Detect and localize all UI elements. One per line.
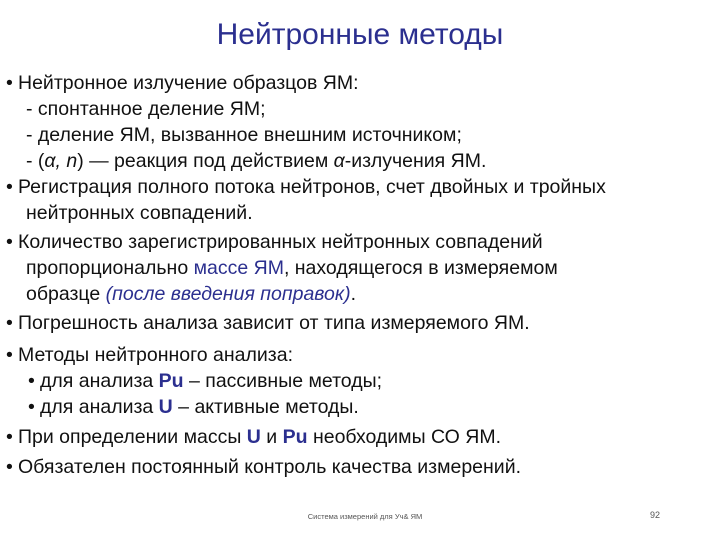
bullet-dot-icon: • xyxy=(28,370,35,392)
bullet-dot-icon: • xyxy=(28,396,35,418)
bullet-1-dash-2: - деление ЯМ, вызванное внешним источником; xyxy=(26,124,462,146)
bullet-dot-icon: • xyxy=(6,231,13,253)
bullet-5: • Методы нейтронного анализа: xyxy=(6,344,293,366)
bullet-1-dash-1: - спонтанное деление ЯМ; xyxy=(26,98,266,120)
bullet-5-sub-2: • для анализа U – активные методы. xyxy=(28,396,359,418)
bullet-1: • Нейтронное излучение образцов ЯМ: xyxy=(6,72,359,94)
highlight-corrections: (после введения поправок) xyxy=(105,283,351,305)
bullet-3-line-2: пропорционально массе ЯМ, находящегося в измеряемом xyxy=(26,257,558,279)
element-pu: Pu xyxy=(158,370,184,392)
bullet-2: • Регистрация полного потока нейтронов, счет двойных и тройных xyxy=(6,176,606,198)
bullet-dot-icon: • xyxy=(6,176,13,198)
element-u: U xyxy=(246,426,261,448)
bullet-3-line-3: образце (после введения поправок). xyxy=(26,283,357,305)
slide-footer: Система измерений для Уч& ЯМ xyxy=(307,512,423,521)
slide-title: Нейтронные методы xyxy=(216,18,504,51)
bullet-2-continuation: нейтронных совпадений. xyxy=(26,202,253,224)
bullet-1-dash-3: - (α, n) — реакция под действием α-излучения ЯМ. xyxy=(26,150,487,172)
bullet-6: • При определении массы U и Pu необходимы СО ЯМ. xyxy=(6,426,501,448)
highlight-mass: массе ЯМ xyxy=(193,257,284,279)
bullet-3: • Количество зарегистрированных нейтронных совпадений xyxy=(6,231,543,253)
page-number: 92 xyxy=(650,510,661,520)
element-pu: Pu xyxy=(282,426,308,448)
bullet-dot-icon: • xyxy=(6,426,13,448)
bullet-4: • Погрешность анализа зависит от типа измеряемого ЯМ. xyxy=(6,312,530,334)
bullet-dot-icon: • xyxy=(6,72,13,94)
bullet-dot-icon: • xyxy=(6,456,13,478)
bullet-dot-icon: • xyxy=(6,344,13,366)
bullet-5-sub-1: • для анализа Pu – пассивные методы; xyxy=(28,370,383,392)
bullet-7: • Обязателен постоянный контроль качества измерений. xyxy=(6,456,522,478)
bullet-dot-icon: • xyxy=(6,312,13,334)
element-u: U xyxy=(158,396,173,418)
